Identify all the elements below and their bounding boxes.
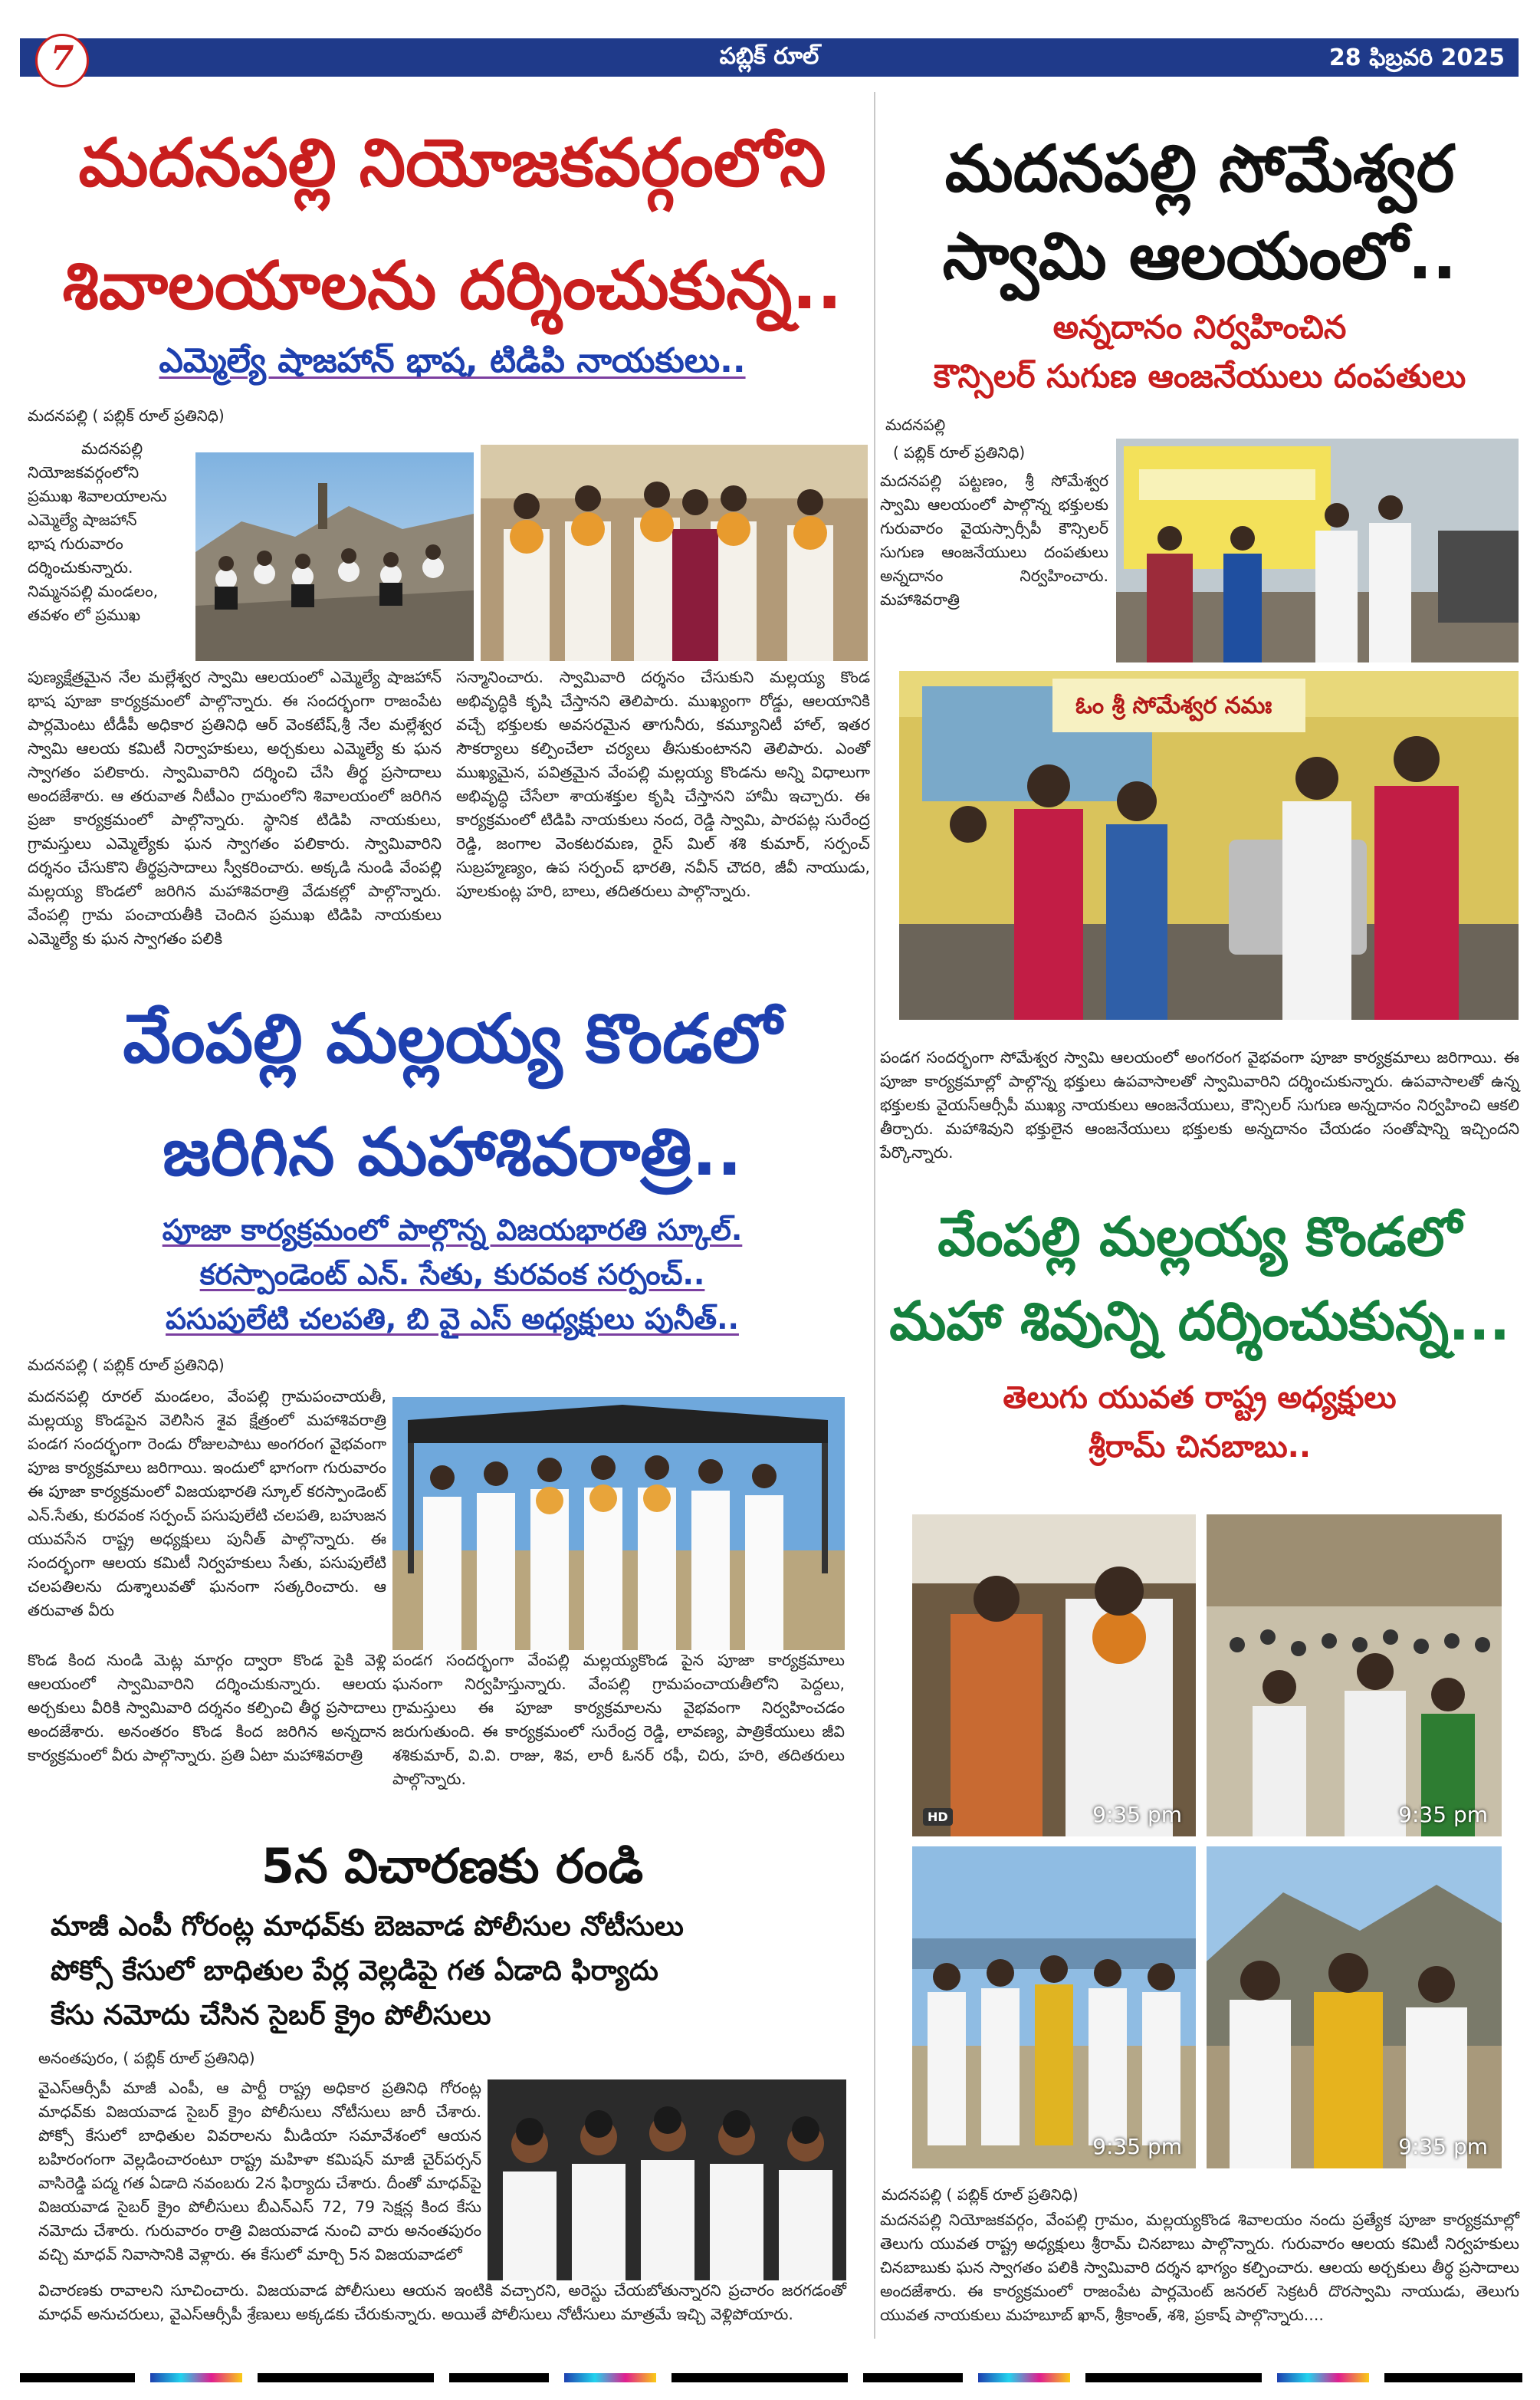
photo-timestamp: 9:35 pm xyxy=(1398,1802,1488,1827)
art2-photo-top xyxy=(1116,439,1519,662)
art4-headline-line1: వేంపల్లి మల్లయ్య కొండలో xyxy=(937,1205,1462,1268)
art2-dateline-credit: ( పబ్లిక్ రూల్ ప్రతినిధి) xyxy=(893,443,1026,462)
art3-sub3 xyxy=(31,1302,874,1343)
photo-sign-text: ఓం శ్రీ సోమేశ్వర నమః xyxy=(1075,692,1272,719)
strip-block xyxy=(564,2373,656,2382)
art2-sub1: అన్నదానం నిర్వహించిన xyxy=(1052,308,1347,346)
art3-headline-line1: వేంపల్లి మల్లయ్య కొండలో xyxy=(123,999,782,1078)
art4-dateline: మదనపల్లి ( పబ్లిక్ రూల్ ప్రతినిధి) xyxy=(882,2185,1079,2204)
art1-narrow-line: నియోజకవర్గంలోని xyxy=(28,463,140,482)
strip-block xyxy=(150,2373,242,2382)
art1-subheadline xyxy=(31,341,874,389)
art3-sub3-text: పసుపులేటి చలపతి, బి వై ఎస్ అధ్యక్షులు పునీత్.. xyxy=(166,1302,739,1336)
art3-sub2-text: కరస్పాండెంట్ ఎన్. సేతు, కురవంక సర్పంచ్.. xyxy=(199,1258,705,1291)
footer-color-strip xyxy=(20,2373,1522,2388)
art5-photo xyxy=(488,2079,846,2280)
art5-headline: 5న విచారణకు రండి xyxy=(261,1838,644,1894)
art1-body-col1: పుణ్యక్షేత్రమైన నేల మల్లేశ్వర స్వామి ఆలయంలో ఎమ్మెల్యే షాజహాన్ భాష పూజా కార్యక్రమంలో పాల్గొన్నారు. ఈ సందర్భంగా రాజంపేట పార్లమెంటు టీడీపీ అధికార ప్రతినిధి ఆర్ వెంకటేష్,శ్రీ నేల మల్లేశ్వర స్వామి ఆలయ కమిటీ నిర్వాహకులు, అర్చకులు ఎమ్మెల్యే కు ఘన స్వాగతం పలికారు. స్వామివారిని దర్శించి చేసి తీర్థ ప్రసాదాలు అందజేశారు. ఆ తరువాత నీటీఎం గ్రామంలోని శివాలయంలో జరిగిన ప్రజా కార్యక్రమంలో పాల్గొన్నారు. స్థానిక టిడిపి నాయకులు, గ్రామస్తులు ఎమ్మెల్యేకు ఘన స్వాగతం పలికారు. స్వామివారిని దర్శనం చేసుకొని తీర్థప్రసాదాలు స్వీకరించారు. అక్కడి నుండి వేంపల్లి మల్లయ్య కొండలో జరిగిన మహాశివరాత్రి వేడుకల్లో పాల్గొన్నారు. వేంపల్లి గ్రామ పంచాయతీకి చెందిన ప్రముఖ టిడిపి నాయకులు ఎమ్మెల్యే కు ఘన స్వాగతం పలికి xyxy=(28,668,442,948)
hd-badge: HD xyxy=(923,1808,953,1826)
art2-narrow-column: మదనపల్లి పట్టణం, శ్రీ సోమేశ్వర స్వామి ఆలయంలో పాల్గొన్న భక్తులకు గురువారం వైయస్సార్సీపీ కౌన్సిలర్ సుగుణ ఆంజనేయులు దంపతులు అన్నదానం నిర్వహించారు. మహాశివరాత్రి xyxy=(880,472,1108,609)
art3-narrow-column: మదనపల్లి రూరల్ మండలం, వేంపల్లి గ్రామపంచాయతీ, మల్లయ్య కొండపైన వెలిసిన శైవ క్షేత్రంలో మహాశివరాత్రి పండగ సందర్భంగా రెండు రోజులపాటు అంగరంగ వైభవంగా పూజ కార్యక్రమాలు జరిగాయి. ఇందులో భాగంగా గురువారం ఈ పూజా కార్యక్రమంలో విజయభారతి స్కూల్ కరస్పాండెంట్ ఎన్.సేతు, కురవంక సర్పంచ్ పసుపులేటి చలపతి, బహుజన యువసేన రాష్ట్ర అధ్యక్షులు పునీత్ పాల్గొన్నారు. ఈ సందర్భంగా ఆలయ కమిటీ నిర్వహకులు సేతు, పసుపులేటి చలపతిలను దుశ్శాలువతో ఘనంగా సత్కరించారు. ఆ తరువాత వీరు xyxy=(28,1387,386,1619)
publication-name: పబ్లిక్ రూల్ xyxy=(719,43,819,70)
art1-narrow-line: నిమ్మనపల్లి మండలం, xyxy=(28,582,159,600)
art1-headline-line1: మదనపల్లి నియోజకవర్గంలోని xyxy=(78,125,826,202)
strip-block xyxy=(978,2373,1070,2382)
crowd-image xyxy=(1207,1514,1502,1836)
art3-sub1 xyxy=(31,1213,874,1254)
strip-block xyxy=(863,2373,963,2382)
press-meet-image xyxy=(488,2079,846,2280)
group-felicitation-image xyxy=(392,1397,845,1650)
art4-photo-4 xyxy=(1207,1846,1502,2168)
page-header xyxy=(20,38,1519,77)
art3-dateline: మదనపల్లి ( పబ్లిక్ రూల్ ప్రతినిధి) xyxy=(28,1356,225,1374)
art3-body-col2: పండగ సందర్భంగా వేంపల్లి మల్లయ్యకొండ పైన పూజా కార్యక్రమాలు ఘనంగా నిర్వహిస్తున్నారు. వేంపల్లి గ్రామపంచాయతీలోని పెద్దలు, గ్రామస్తులు ఈ పూజా కార్యక్రమాలను వైభవంగా నిర్వహించడం జరుగుతుంది. ఈ కార్యక్రమంలో సురేంద్ర రెడ్డి, లావణ్య, పాత్రికేయులు జీవి శశికుమార్, వి.వి. రాజు, శివ, లారీ ఓనర్ రఫీ, చిరు, హరి, తదితరులు పాల్గొన్నారు. xyxy=(392,1651,845,1788)
art2-dateline-city: మదనపల్లి xyxy=(885,416,946,434)
art2-body: పండగ సందర్భంగా సోమేశ్వర స్వామి ఆలయంలో అంగరంగ వైభవంగా పూజా కార్యక్రమాలు జరిగాయి. ఈ పూజా కార్యక్రమాల్లో పాల్గొన్న భక్తులు ఉపవాసాలతో స్వామివారిని దర్శించుకున్నారు. ఉపవాసాలతో ఉన్న భక్తులకు వైయస్ఆర్సీపీ ముఖ్య నాయకులు ఆంజనేయులు, కౌన్సిలర్ సుగుణ అన్నదానం నిర్వహించి ఆకలి తీర్చారు. మహాశివుని భక్తులైన ఆంజనేయులు భక్తులకు అన్నదానం చేయడం సంతోషాన్ని ఇచ్చిందని పేర్కొన్నారు. xyxy=(880,1048,1519,1162)
art3-body-col1: కొండ కింద నుండి మెట్ల మార్గం ద్వారా కొండ పైకి వెళ్లి ఆలయంలో స్వామివారిని దర్శించుకున్నారు. ఆలయ అర్చకులు వీరికి స్వామివారి దర్శనం కల్పించి తీర్థ ప్రసాదాలు అందజేశారు. అనంతరం కొండ కింద జరిగిన అన్నదాన కార్యక్రమంలో వీరు పాల్గొన్నారు. ప్రతి ఏటా మహాశివరాత్రి xyxy=(28,1651,386,1764)
garland-group-image xyxy=(481,445,868,661)
column-divider xyxy=(874,92,875,2339)
art4-sub1: తెలుగు యువత రాష్ట్ర అధ్యక్షులు xyxy=(1003,1380,1397,1415)
annadanam-queue-image xyxy=(1116,439,1519,662)
photo-timestamp: 9:35 pm xyxy=(1092,1802,1182,1827)
art5-sub3: కేసు నమోదు చేసిన సైబర్ క్రైం పోలీసులు xyxy=(51,2000,491,2031)
art1-narrow-line: దర్శించుకున్నారు. xyxy=(28,558,133,577)
art1-sub-text: ఎమ్మెల్యే షాజహాన్ భాష, టిడిపి నాయకులు.. xyxy=(159,341,746,380)
art4-photo-2 xyxy=(1207,1514,1502,1836)
art4-photo-3 xyxy=(912,1846,1196,2168)
art5-sub2: పోక్సో కేసులో బాధితుల పేర్ల వెల్లడిపై గత ఏడాది ఫిర్యాదు xyxy=(51,1955,658,1987)
strip-block xyxy=(671,2373,848,2382)
strip-block xyxy=(1277,2373,1369,2382)
strip-block xyxy=(20,2373,135,2382)
art1-body-col2: సన్మానించారు. స్వామివారి దర్శనం చేసుకుని మల్లయ్య కొండ అభివృద్ధికి కృషి చేస్తానని తెలిపారు. ముఖ్యంగా రోడ్డు, ఆలయానికి వచ్చే భక్తులకు అవసరమైన తాగునీరు, కమ్యూనిటీ హాల్, ఇతర సౌకర్యాలు కల్పించేలా చర్యలు తీసుకుంటానని తెలిపారు. ఎంతో ముఖ్యమైన, పవిత్రమైన వేంపల్లి మల్లయ్య కొండను అన్ని విధాలుగా అభివృద్ధి చేసేలా శాయశక్తుల కృషి చేస్తానని హామీ ఇచ్చారు. ఈ కార్యక్రమంలో టిడిపి నాయకులు నంద, రెడ్డి స్వామి, పారపట్ల సురేంద్ర రెడ్డి, జంగాల వెంకటరమణ, రైస్ మిల్ శశి కుమార్, సర్పంచ్ సుబ్రహ్మణ్యం, ఉప సర్పంచ్ భారతి, నవీన్ చౌదరి, జీవీ నాయుడు, పూలకుంట్ల హరి, బాలు, తదితరులు పాల్గొన్నారు. xyxy=(456,668,870,900)
photo-timestamp: 9:35 pm xyxy=(1398,2134,1488,2159)
temple-interior-image xyxy=(912,1514,1196,1836)
art1-narrow-line: ఎమ్మెల్యే షాజహాన్ xyxy=(28,511,137,529)
art3-sub2 xyxy=(31,1258,874,1299)
strip-block xyxy=(1384,2373,1522,2382)
art2-headline-line2: స్వామి ఆలయంలో.. xyxy=(942,219,1457,294)
art2-sub2: కౌన్సిలర్ సుగుణ ఆంజనేయులు దంపతులు xyxy=(933,357,1466,395)
food-serving-image xyxy=(899,671,1519,1020)
strip-block xyxy=(449,2373,549,2382)
art1-narrow-line: తవళం లో ప్రముఖ xyxy=(28,606,141,624)
art4-sub2: శ్రీరామ్ చినబాబు.. xyxy=(1088,1429,1312,1465)
group-on-rocks-image xyxy=(195,452,474,661)
art1-narrow-line: ప్రముఖ శివాలయాలను xyxy=(28,487,167,505)
art1-narrow-line: మదనపల్లి xyxy=(81,439,143,458)
art1-dateline: మదనపల్లి ( పబ్లిక్ రూల్ ప్రతినిధి) xyxy=(28,406,225,425)
strip-block xyxy=(258,2373,434,2382)
issue-date: 28 ఫిబ్రవరి 2025 xyxy=(1328,44,1505,71)
art3-sub1-text: పూజా కార్యక్రమంలో పాల్గొన్న విజయభారతి స్కూల్. xyxy=(162,1213,743,1247)
photo-timestamp: 9:35 pm xyxy=(1092,2134,1182,2159)
strip-block xyxy=(1085,2373,1262,2382)
art2-headline-line1: మదనపల్లి సోమేశ్వర xyxy=(944,131,1455,206)
art4-headline-line2: మహా శివున్ని దర్శించుకున్న... xyxy=(889,1290,1510,1353)
art3-headline-line2: జరిగిన మహాశివరాత్రి.. xyxy=(163,1114,742,1191)
page-number: 7 xyxy=(35,34,89,87)
art1-narrow-column xyxy=(28,437,190,627)
art1-narrow-line: భాష గురువారం xyxy=(28,534,123,553)
group-outdoor-image xyxy=(912,1846,1196,2168)
art5-narrow-column: వైఎస్ఆర్సీపీ మాజీ ఎంపీ, ఆ పార్టీ రాష్ట్ర అధికార ప్రతినిధి గోరంట్ల మాధవ్‌కు విజయవాడ సైబర్ క్రైం పోలీసులు నోటీసులు జారీ చేశారు. పోక్సో కేసులో బాధితుల వివరాలను మీడియా సమావేశంలో ఆయన బహిరంగంగా వెల్లడించారంటూ రాష్ట్ర మహిళా కమిషన్ మాజీ చైర్‌పర్సన్ వాసిరెడ్డి పద్మ గత ఏడాది నవంబరు 2న ఫిర్యాదు చేశారు. దీంతో మాధవ్‌పై విజయవాడ సైబర్ క్రైం పోలీసులు బీఎన్ఎస్ 72, 79 సెక్షన్ల కింద కేసు నమోదు చేశారు. గురువారం రాత్రి విజయవాడ నుంచి వారు అనంతపురం వచ్చి మాధవ్ నివాసానికి వెళ్లారు. ఈ కేసులో మార్చి 5న విజయవాడలో xyxy=(38,2079,481,2264)
hill-group-image xyxy=(1207,1846,1502,2168)
art1-headline-line2: శివాలయాలను దర్శించుకున్న.. xyxy=(62,248,842,324)
art4-photo-1 xyxy=(912,1514,1196,1836)
art5-body-full: విచారణకు రావాలని సూచించారు. విజయవాడ పోలీసులు ఆయన ఇంటికి వచ్చారని, అరెస్టు చేయబోతున్నారని ప్రచారం జరగడంతో మాధవ్ అనుచరులు, వైఎస్ఆర్సీపీ శ్రేణులు అక్కడకు చేరుకున్నారు. అయితే పోలీసులు నోటీసులు మాత్రమే ఇచ్చి వెళ్లిపోయారు. xyxy=(38,2281,846,2323)
art5-sub1: మాజీ ఎంపీ గోరంట్ల మాధవ్‌కు బెజవాడ పోలీసుల నోటీసులు xyxy=(51,1911,684,1942)
art2-photo-main xyxy=(899,671,1519,1020)
art3-photo xyxy=(392,1397,845,1650)
art1-photo-rocks xyxy=(195,452,474,661)
art4-body: మదనపల్లి నియోజకవర్గం, వేంపల్లి గ్రామం, మల్లయ్యకొండ శివాలయం నందు ప్రత్యేక పూజా కార్యక్రమాల్లో తెలుగు యువత రాష్ట్ర అధ్యక్షులు శ్రీరామ్ చినబాబు పాల్గొన్నారు. గురువారం ఆలయ కమిటీ నిర్వహకులు చినబాబుకు ఘన స్వాగతం పలికి స్వామివారి దర్శన భాగ్యం కల్పించారు. ఆలయ అర్చకులు తీర్థ ప్రసాదాలు అందజేశారు. ఈ కార్యక్రమంలో రాజంపేట పార్లమెంట్ జనరల్ సెక్రటరీ దొరస్వామి నాయుడు, తెలుగు యువత నాయకులు మహబూబ్ ఖాన్, శ్రీకాంత్, శశి, ప్రకాష్ పాల్గొన్నారు.... xyxy=(880,2211,1519,2324)
art1-photo-garland xyxy=(481,445,868,661)
art5-dateline: అనంతపురం, ( పబ్లిక్ రూల్ ప్రతినిధి) xyxy=(38,2049,255,2067)
